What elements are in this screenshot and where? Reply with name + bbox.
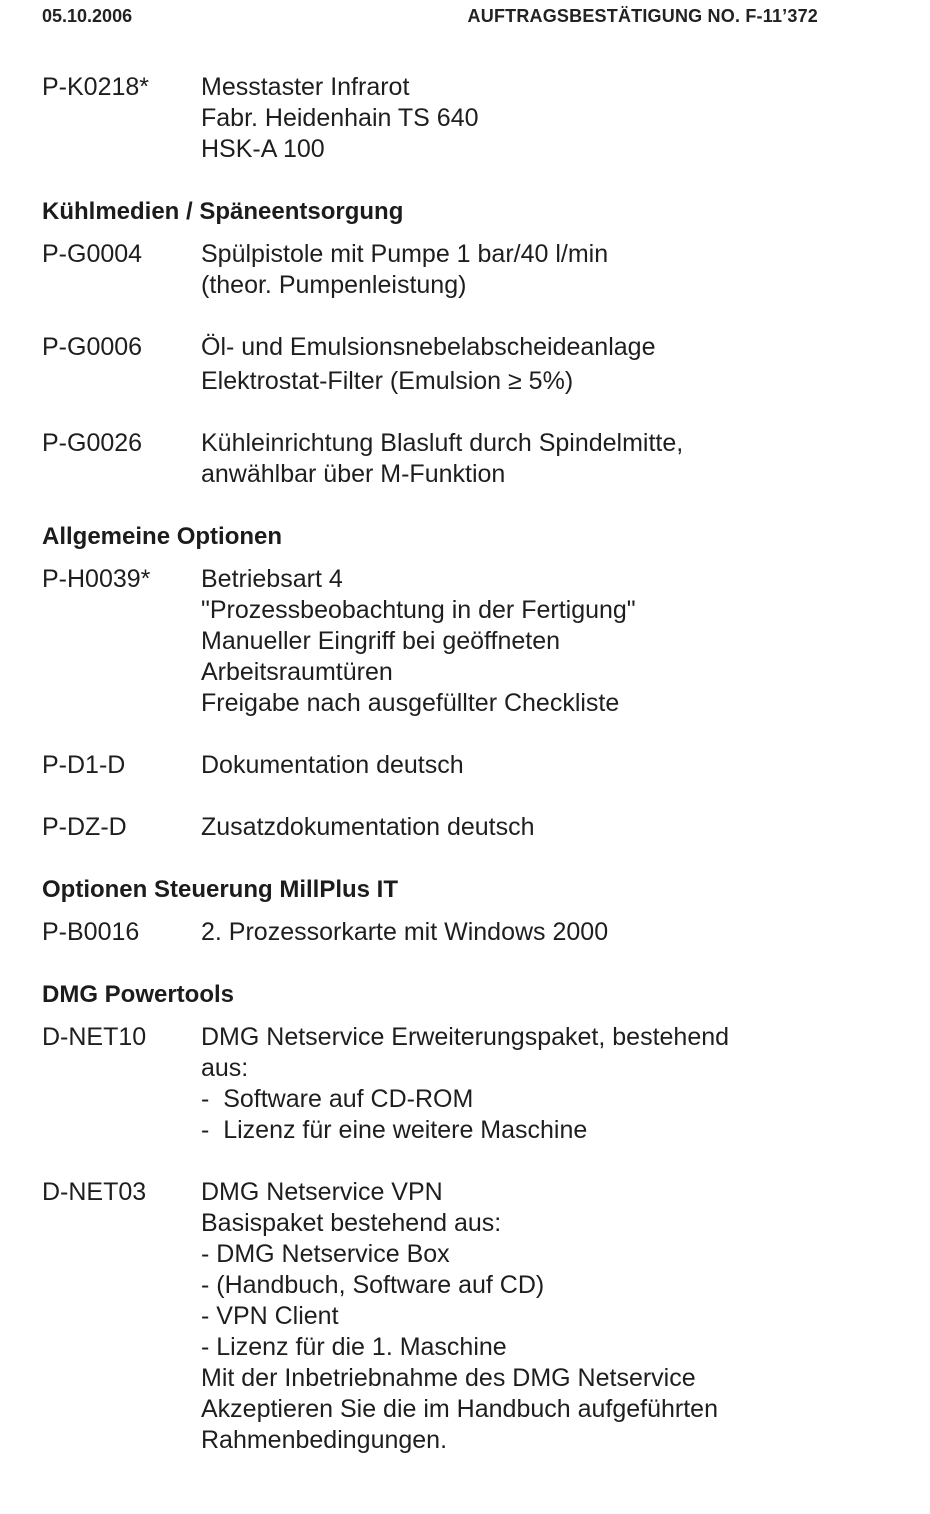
description-line: Betriebsart 4 [201,565,343,593]
document-title: AUFTRAGSBESTÄTIGUNG NO. F-11’372 [467,6,818,26]
description-line: Mit der Inbetriebnahme des DMG Netservice [201,1364,696,1392]
item-description [201,917,902,948]
page-header [42,6,818,30]
description-line: DMG Netservice Erweiterungspaket, bestehend [201,1023,730,1051]
description-line: Öl- und Emulsionsnebelabscheideanlage [201,333,656,361]
item-p-dz-d [42,812,902,843]
description-line: - VPN Client [201,1302,339,1330]
item-p-d1-d [42,750,902,781]
item-description [201,72,902,165]
description-line: DMG Netservice VPN [201,1178,443,1206]
item-p-h0039 [42,564,902,719]
section-heading-kuehlmedien: Kühlmedien / Späneentsorgung [42,198,404,225]
item-d-net10 [42,1022,902,1146]
item-p-k0218 [42,72,902,165]
description-line: - Lizenz für die 1. Maschine [201,1333,507,1361]
item-description [201,428,902,490]
description-line: Freigabe nach ausgefüllter Checkliste [201,689,620,717]
item-code: P-B0016 [42,918,140,946]
description-line: Zusatzdokumentation deutsch [201,813,535,841]
item-code: P-G0006 [42,333,143,361]
document-date: 05.10.2006 [42,6,133,26]
item-description [201,1022,902,1146]
section-heading-dmg-powertools: DMG Powertools [42,981,235,1008]
description-line: Elektrostat-Filter (Emulsion ≥ 5%) [201,367,574,395]
description-line: Akzeptieren Sie die im Handbuch aufgeführten [201,1395,718,1423]
document-body [42,72,902,1487]
item-p-g0026 [42,428,902,490]
item-p-g0006 [42,332,902,397]
description-line: HSK-A 100 [201,135,325,163]
item-code: P-K0218* [42,73,150,101]
item-p-g0004 [42,239,902,301]
description-line: (theor. Pumpenleistung) [201,271,467,299]
item-code: P-H0039* [42,565,151,593]
item-description [201,332,902,397]
description-line: Spülpistole mit Pumpe 1 bar/40 l/min [201,240,609,268]
item-d-net03 [42,1177,902,1456]
description-line: anwählbar über M-Funktion [201,460,506,488]
item-description [201,564,902,719]
item-p-b0016 [42,917,902,948]
description-line: Manueller Eingriff bei geöffneten [201,627,561,655]
item-code: P-G0026 [42,429,143,457]
description-line: Basispaket bestehend aus: [201,1209,502,1237]
description-line: Fabr. Heidenhain TS 640 [201,104,479,132]
description-line: Kühleinrichtung Blasluft durch Spindelmitte, [201,429,684,457]
item-code: D-NET10 [42,1023,147,1051]
description-line: - DMG Netservice Box [201,1240,450,1268]
description-line: - Lizenz für eine weitere Maschine [201,1116,588,1144]
description-line: Arbeitsraumtüren [201,658,393,686]
description-line: Messtaster Infrarot [201,73,410,101]
item-description [201,812,902,843]
item-code: D-NET03 [42,1178,147,1206]
item-code: P-G0004 [42,240,143,268]
description-line: aus: [201,1054,249,1082]
description-line: 2. Prozessorkarte mit Windows 2000 [201,918,609,946]
description-line: - Software auf CD-ROM [201,1085,474,1113]
description-line: - (Handbuch, Software auf CD) [201,1271,545,1299]
item-description [201,1177,902,1456]
description-line: "Prozessbeobachtung in der Fertigung" [201,596,636,624]
item-code: P-DZ-D [42,813,127,841]
section-heading-allgemeine-optionen: Allgemeine Optionen [42,523,283,550]
item-description [201,239,902,301]
description-line: Dokumentation deutsch [201,751,464,779]
section-heading-optionen-steuerung: Optionen Steuerung MillPlus IT [42,876,399,903]
description-line: Rahmenbedingungen. [201,1426,448,1454]
item-code: P-D1-D [42,751,126,779]
item-description [201,750,902,781]
